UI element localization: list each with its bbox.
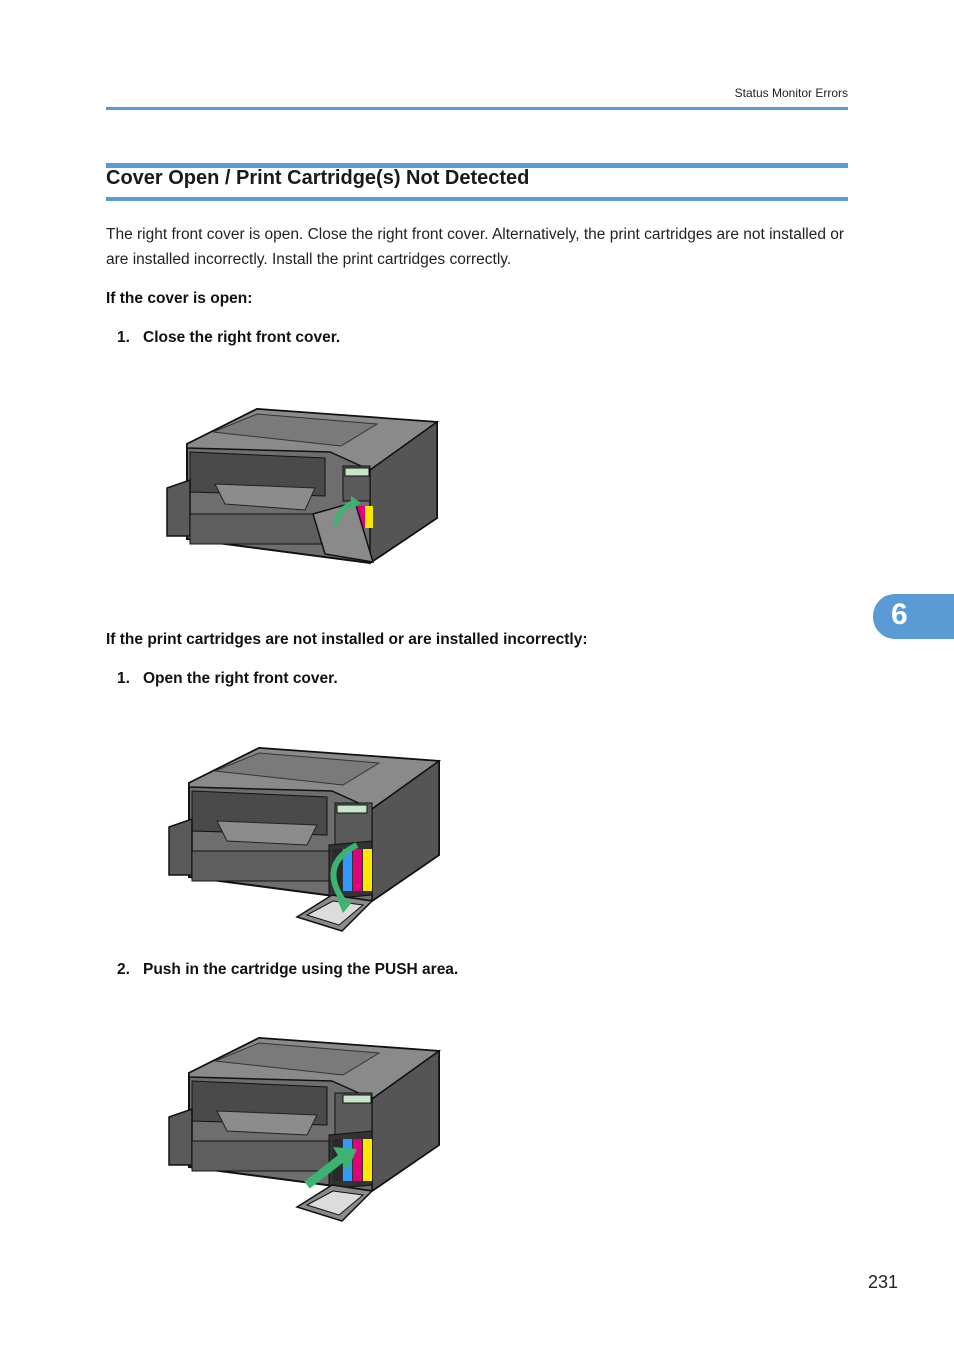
section-bottom-rule <box>106 197 848 201</box>
chapter-number: 6 <box>891 598 908 631</box>
printer-figure-cover-closing <box>165 406 441 566</box>
step-text: Open the right front cover. <box>143 670 338 687</box>
step-open-cover <box>117 670 338 688</box>
printer-figure-cover-opening <box>167 745 443 935</box>
step-number: 1. <box>117 670 130 687</box>
step-push-cartridge <box>117 961 458 979</box>
subhead-cartridges: If the print cartridges are not installed or are installed incorrectly: <box>106 631 588 648</box>
step-number: 2. <box>117 961 130 978</box>
intro-paragraph: The right front cover is open. Close the right front cover. Alternatively, the print cartridges are not installed or are installed incorrectly. Install the print cartridges correctly. <box>106 226 845 268</box>
step-text: Close the right front cover. <box>143 329 341 346</box>
running-head: Status Monitor Errors <box>734 86 848 100</box>
section-title: Cover Open / Print Cartridge(s) Not Detected <box>106 167 530 189</box>
printer-figure-push-cartridge <box>167 1035 443 1225</box>
subhead-cover-open: If the cover is open: <box>106 290 253 307</box>
chapter-tab <box>873 594 954 639</box>
step-text: Push in the cartridge using the PUSH area. <box>143 961 459 978</box>
page-number: 231 <box>868 1272 899 1292</box>
step-number: 1. <box>117 329 130 346</box>
step-close-cover <box>117 329 340 347</box>
header-rule <box>106 107 848 110</box>
